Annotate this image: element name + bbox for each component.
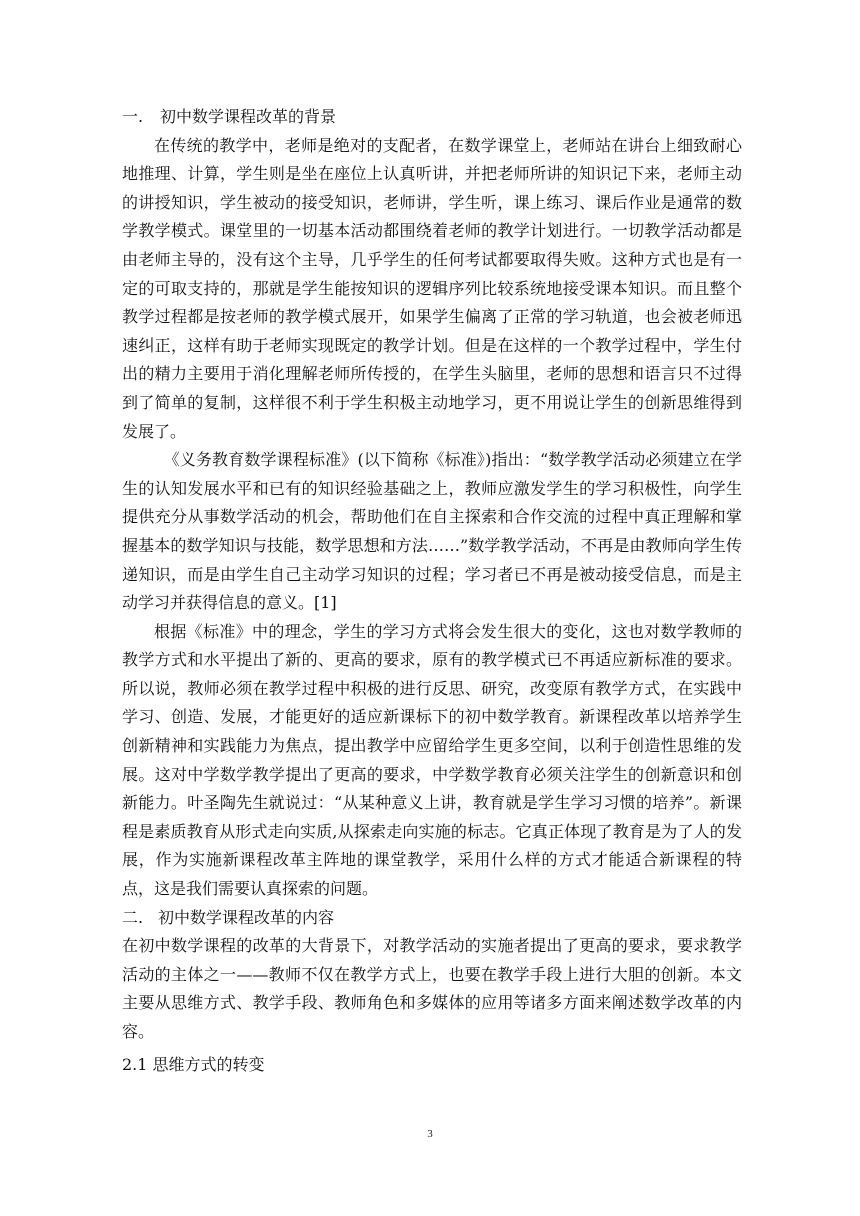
section-1-number: 一. [122, 107, 144, 126]
section-2-number: 二. [122, 907, 144, 927]
section-1-title: 初中数学课程改革的背景 [160, 107, 337, 126]
page-content [122, 103, 742, 1079]
section-1-paragraph-3: 根据《标准》中的理念，学生的学习方式将会发生很大的变化，这也对数学教师的教学方式和水平提出了新的、更高的要求，原有的教学模式已不再适应新标准的要求。所以说，教师必须在教学过程中积极的进行反思、研究，改变原有教学方式，在实践中学习、创造、发展，才能更好的适应新课标下的初中数学教育。新课程改革以培养学生创新精神和实践能力为焦点，提出教学中应留给学生更多空间，以利于创造性思维的发展。这对中学数学教学提出了更高的要求，中学数学教育必须关注学生的创新意识和创新能力。叶圣陶先生就说过：“从某种意义上讲，教育就是学生学习习惯的培养”。新课程是素质教育从形式走向实质,从探索走向实施的标志。它真正体现了教育是为了人的发展，作为实施新课程改革主阵地的课堂教学，采用什么样的方式才能适合新课程的特点，这是我们需要认真探索的问题。 [122, 621, 742, 899]
section-2-paragraph: 在初中数学课程的改革的大背景下，对教学活动的实施者提出了更高的要求，要求教学活动的主体之一——教师不仅在教学方式上，也要在教学手段上进行大胆的创新。本文主要从思维方式、教学手段、教师角色和多媒体的应用等诸多方面来阐述数学改革的内容。 [122, 936, 742, 1041]
page-number: 3 [427, 1128, 433, 1140]
subsection-2-1-heading: 2.1 思维方式的转变 [122, 1054, 265, 1074]
section-1-heading [122, 103, 742, 132]
section-1-paragraph-2: 《义务教育数学课程标准》(以下简称《标准》)指出：“数学教学活动必须建立在学生的认知发展水平和已有的知识经验基础之上，教师应激发学生的学习积极性，向学生提供充分从事数学活动的机会，帮助他们在自主探索和合作交流的过程中真正理解和掌握基本的数学知识与技能，数学思想和方法……”数学教学活动，不再是由教师向学生传递知识，而是由学生自己主动学习知识的过程；学习者已不再是被动接受信息，而是主动学习并获得信息的意义。[1] [122, 450, 742, 613]
section-2-title: 初中数学课程改革的内容 [158, 907, 335, 927]
section-2-heading [122, 904, 742, 933]
section-1-paragraph-1: 在传统的教学中，老师是绝对的支配者，在数学课堂上，老师站在讲台上细致耐心地推理、计算，学生则是坐在座位上认真听讲，并把老师所讲的知识记下来，老师主动的讲授知识，学生被动的接受知识，老师讲，学生听，课上练习、课后作业是通常的数学教学模式。课堂里的一切基本活动都围绕着老师的教学计划进行。一切教学活动都是由老师主导的，没有这个主导，几乎学生的任何考试都要取得失败。这种方式也是有一定的可取支持的，那就是学生能按知识的逻辑序列比较系统地接受课本知识。而且整个教学过程都是按老师的教学模式展开，如果学生偏离了正常的学习轨道，也会被老师迅速纠正，这样有助于老师实现既定的教学计划。但是在这样的一个教学过程中，学生付出的精力主要用于消化理解老师所传授的，在学生头脑里，老师的思想和语言只不过得到了简单的复制，这样很不利于学生积极主动地学习，更不用说让学生的创新思维得到发展了。 [122, 135, 742, 441]
